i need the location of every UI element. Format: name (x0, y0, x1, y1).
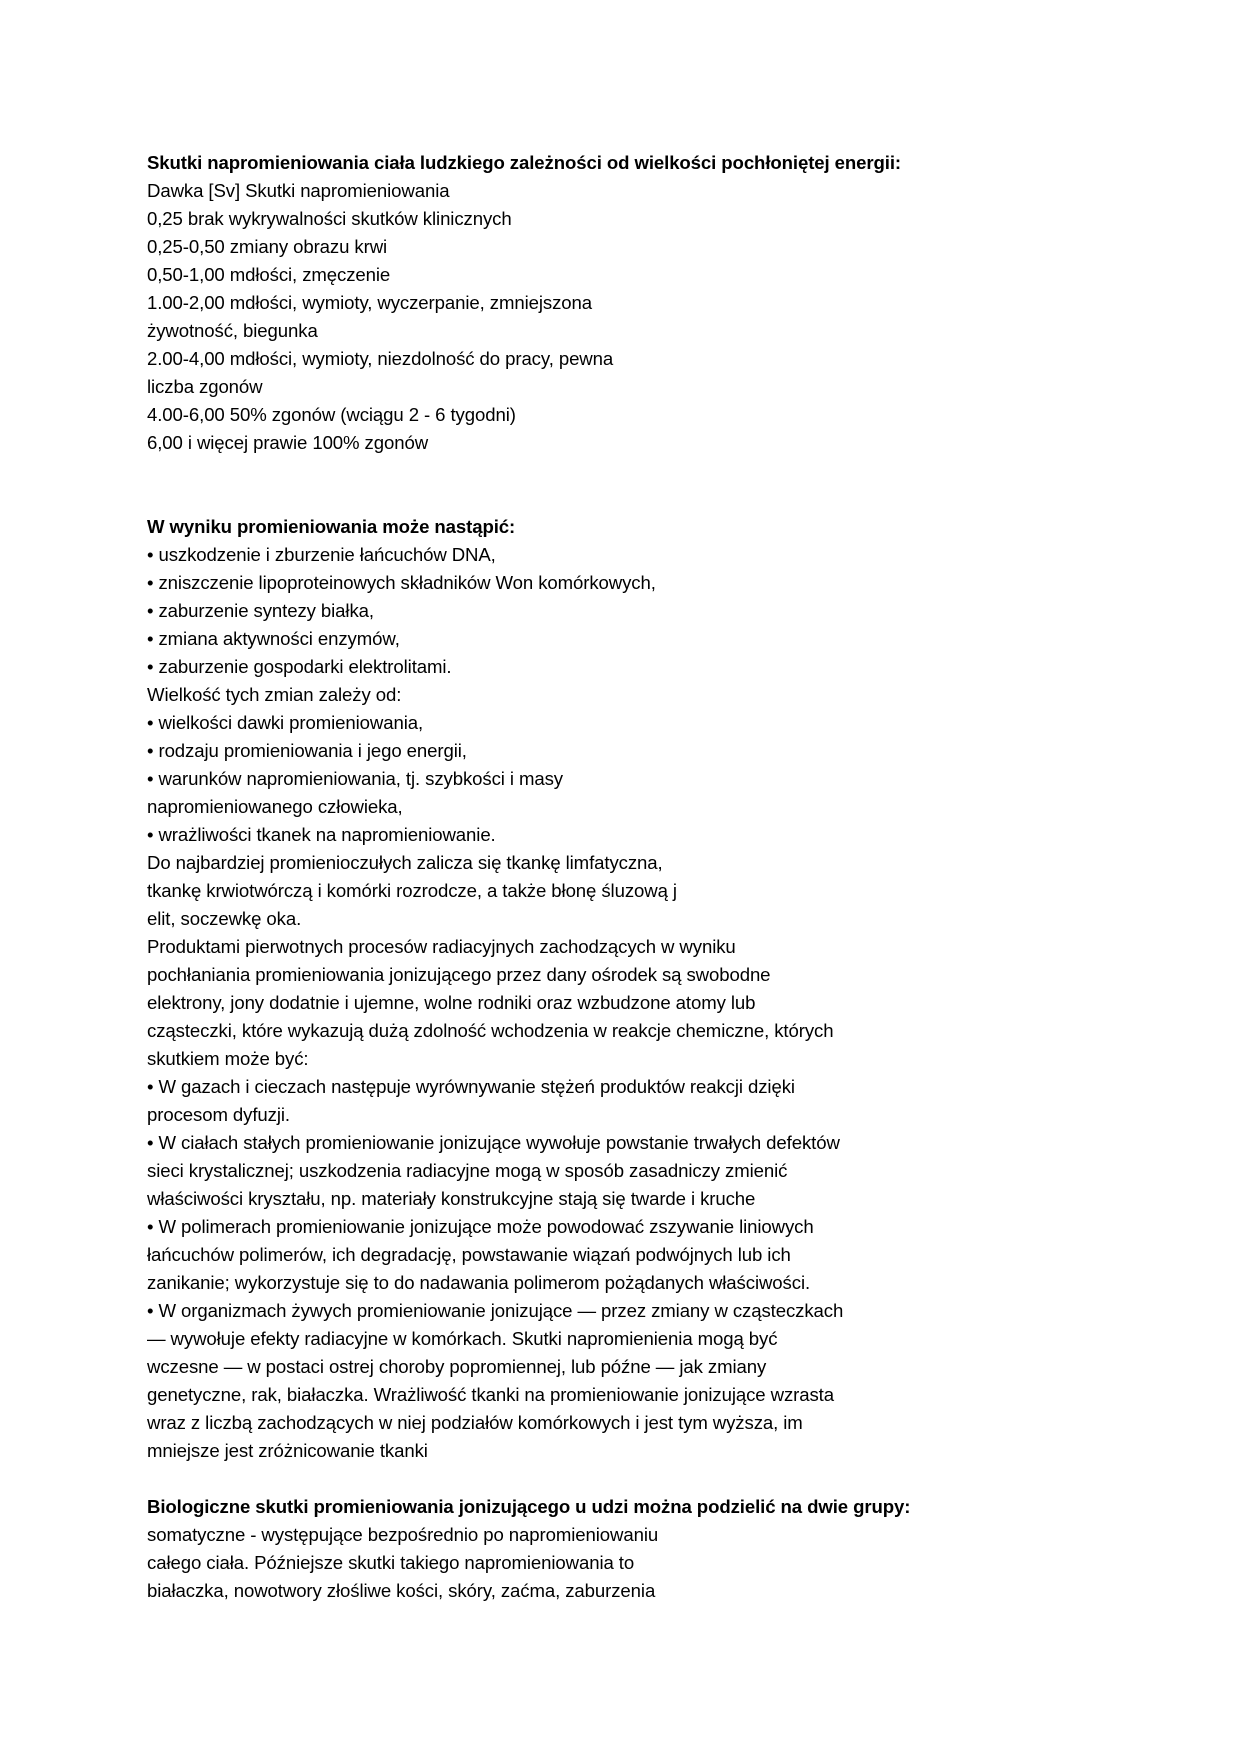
text-line: całego ciała. Późniejsze skutki takiego napromieniowania to (147, 1552, 635, 1573)
text-line: zanikanie; wykorzystuje się to do nadawania polimerom pożądanych właściwości. (147, 1272, 811, 1293)
section-lines (147, 177, 1107, 457)
text-line: • uszkodzenie i zburzenie łańcuchów DNA, (147, 544, 496, 565)
text-line: • rodzaju promieniowania i jego energii, (147, 740, 467, 761)
section-biological-effects (147, 1493, 1107, 1605)
section-lines (147, 1521, 1107, 1605)
text-line: żywotność, biegunka (147, 320, 318, 341)
text-line: 0,25-0,50 zmiany obrazu krwi (147, 236, 388, 257)
text-line: białaczka, nowotwory złośliwe kości, skóry, zaćma, zaburzenia (147, 1580, 656, 1601)
text-line: Wielkość tych zmian zależy od: (147, 684, 402, 705)
section-heading: Biologiczne skutki promieniowania jonizującego u udzi można podzielić na dwie grupy: (147, 1496, 911, 1517)
text-line: 1.00-2,00 mdłości, wymioty, wyczerpanie, zmniejszona (147, 292, 593, 313)
text-line: procesom dyfuzji. (147, 1104, 290, 1125)
spacer (147, 457, 1107, 513)
text-line: sieci krystalicznej; uszkodzenia radiacyjne mogą w sposób zasadniczy zmienić (147, 1160, 788, 1181)
section-dose-effects (147, 149, 1107, 457)
text-line: 2.00-4,00 mdłości, wymioty, niezdolność do pracy, pewna (147, 348, 614, 369)
text-line: • W organizmach żywych promieniowanie jonizujące — przez zmiany w cząsteczkach (147, 1300, 844, 1321)
text-line: • wrażliwości tkanek na napromieniowanie. (147, 824, 496, 845)
text-line: • zaburzenie gospodarki elektrolitami. (147, 656, 452, 677)
text-line: — wywołuje efekty radiacyjne w komórkach. Skutki napromienienia mogą być (147, 1328, 778, 1349)
text-line: liczba zgonów (147, 376, 263, 397)
text-line: wczesne — w postaci ostrej choroby popromiennej, lub późne — jak zmiany (147, 1356, 767, 1377)
text-line: tkankę krwiotwórczą i komórki rozrodcze, a także błonę śluzową j (147, 880, 677, 901)
text-line: 6,00 i więcej prawie 100% zgonów (147, 432, 429, 453)
text-line: • zmiana aktywności enzymów, (147, 628, 400, 649)
text-line: łańcuchów polimerów, ich degradację, powstawanie wiązań podwójnych lub ich (147, 1244, 791, 1265)
spacer (147, 1465, 1107, 1493)
document-body (147, 149, 1107, 1605)
text-line: 0,50-1,00 mdłości, zmęczenie (147, 264, 391, 285)
text-line: pochłaniania promieniowania jonizującego przez dany ośrodek są swobodne (147, 964, 771, 985)
text-line: cząsteczki, które wykazują dużą zdolność wchodzenia w reakcje chemiczne, których (147, 1020, 834, 1041)
section-lines (147, 541, 1107, 1465)
text-line: • zaburzenie syntezy białka, (147, 600, 374, 621)
text-line: • W ciałach stałych promieniowanie jonizujące wywołuje powstanie trwałych defektów (147, 1132, 840, 1153)
text-line: napromieniowanego człowieka, (147, 796, 403, 817)
text-line: somatyczne - występujące bezpośrednio po napromieniowaniu (147, 1524, 659, 1545)
text-line: Do najbardziej promienioczułych zalicza się tkankę limfatyczna, (147, 852, 663, 873)
text-line: • zniszczenie lipoproteinowych składników Won komórkowych, (147, 572, 656, 593)
text-line: właściwości kryształu, np. materiały konstrukcyjne stają się twarde i kruche (147, 1188, 756, 1209)
text-line: genetyczne, rak, białaczka. Wrażliwość tkanki na promieniowanie jonizujące wzrasta (147, 1384, 834, 1405)
text-line: 0,25 brak wykrywalności skutków klinicznych (147, 208, 512, 229)
section-radiation-consequences (147, 513, 1107, 1465)
text-line: • warunków napromieniowania, tj. szybkości i masy (147, 768, 564, 789)
text-line: Produktami pierwotnych procesów radiacyjnych zachodzących w wyniku (147, 936, 736, 957)
text-line: Dawka [Sv] Skutki napromieniowania (147, 180, 450, 201)
text-line: wraz z liczbą zachodzących w niej podziałów komórkowych i jest tym wyższa, im (147, 1412, 803, 1433)
section-heading: Skutki napromieniowania ciała ludzkiego zależności od wielkości pochłoniętej energii: (147, 152, 902, 173)
text-line: 4.00-6,00 50% zgonów (wciągu 2 - 6 tygodni) (147, 404, 516, 425)
text-line: elektrony, jony dodatnie i ujemne, wolne rodniki oraz wzbudzone atomy lub (147, 992, 756, 1013)
text-line: • W polimerach promieniowanie jonizujące może powodować zszywanie liniowych (147, 1216, 814, 1237)
text-line: skutkiem może być: (147, 1048, 309, 1069)
section-heading: W wyniku promieniowania może nastąpić: (147, 516, 516, 537)
text-line: • W gazach i cieczach następuje wyrównywanie stężeń produktów reakcji dzięki (147, 1076, 795, 1097)
text-line: • wielkości dawki promieniowania, (147, 712, 424, 733)
text-line: mniejsze jest zróżnicowanie tkanki (147, 1440, 428, 1461)
text-line: elit, soczewkę oka. (147, 908, 302, 929)
